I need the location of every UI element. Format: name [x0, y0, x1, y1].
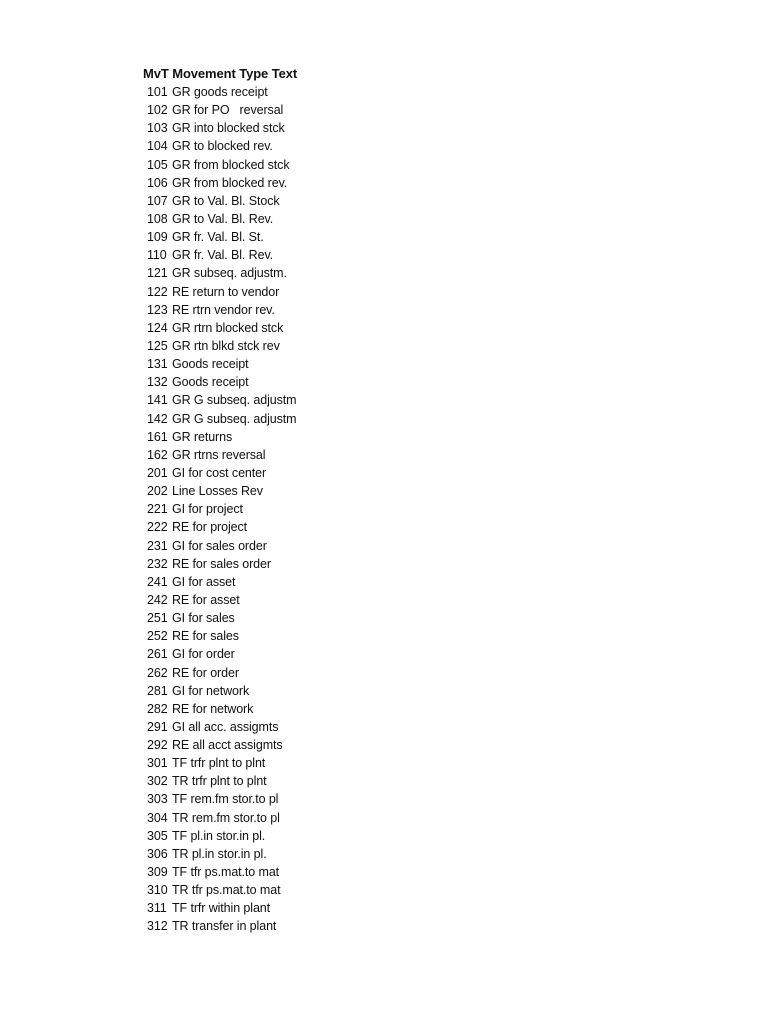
movement-row: [147, 283, 296, 301]
movement-type-text: GR goods receipt: [172, 85, 268, 99]
movement-row: [147, 446, 296, 464]
movement-row: [147, 881, 296, 899]
movement-type-text: RE for project: [172, 520, 248, 535]
movement-code: 305: [147, 828, 168, 843]
movement-row: [147, 464, 296, 482]
movement-type-text: RE for sales order: [172, 556, 271, 571]
movement-row: [147, 645, 296, 663]
movement-code: 108: [147, 211, 168, 226]
movement-type-text: Goods receipt: [172, 375, 249, 390]
movement-row: [147, 355, 296, 373]
movement-code: 241: [147, 574, 168, 589]
movement-code: 304: [147, 810, 168, 825]
movement-row: [147, 718, 296, 736]
movement-code: 162: [147, 447, 168, 462]
movement-row: [147, 500, 296, 518]
movement-row: [147, 319, 296, 337]
movement-row: [147, 119, 296, 137]
movement-type-text: GR fr. Val. Bl. Rev.: [172, 248, 274, 263]
movement-row: [147, 83, 296, 101]
movement-row: [147, 337, 296, 355]
movement-row: [147, 664, 296, 682]
movement-type-text: GR rtn blkd stck rev: [172, 338, 280, 353]
movement-code: 110: [147, 248, 167, 263]
movement-type-text: Goods receipt: [172, 357, 249, 372]
movement-code: 310: [147, 883, 168, 898]
movement-code: 101: [147, 85, 168, 99]
movement-code: 309: [147, 865, 168, 880]
movement-type-text: TF trfr plnt to plnt: [172, 756, 266, 771]
movement-type-text: GI for asset: [172, 574, 236, 589]
movement-code: 221: [147, 502, 168, 517]
movement-row: [147, 482, 296, 500]
movement-row: [147, 246, 296, 264]
movement-code: 261: [147, 647, 168, 662]
movement-type-text: GR to Val. Bl. Stock: [172, 193, 280, 208]
table-header: MvT Movement Type Text: [143, 66, 298, 81]
movement-type-text: GI all acc. assigmts: [172, 719, 279, 734]
movement-code: 106: [147, 175, 168, 190]
movement-row: [147, 682, 296, 700]
movement-row: [147, 301, 296, 319]
movement-code: 161: [147, 429, 168, 444]
movement-row: [147, 609, 296, 627]
movement-row: [147, 518, 296, 536]
movement-type-text: RE rtrn vendor rev.: [172, 302, 275, 317]
movement-row: [147, 210, 296, 228]
movement-type-text: RE all acct assigmts: [172, 738, 283, 753]
movement-row: [147, 754, 296, 772]
movement-code: 251: [147, 611, 168, 626]
movement-type-text: GI for project: [172, 502, 243, 517]
movement-type-text: Line Losses Rev: [172, 484, 263, 499]
movement-code: 109: [147, 230, 168, 245]
movement-code: 291: [147, 719, 168, 734]
movement-type-text: GI for sales order: [172, 538, 267, 553]
movement-type-text: TF pl.in stor.in pl.: [172, 828, 266, 843]
movement-row: [147, 101, 296, 119]
movement-code: 125: [147, 338, 168, 353]
movement-type-text: TR trfr plnt to plnt: [172, 774, 267, 789]
movement-type-text: GR to blocked rev.: [172, 139, 273, 154]
movement-type-text: GI for cost center: [172, 465, 267, 480]
movement-row: [147, 228, 296, 246]
movement-code: 102: [147, 103, 168, 118]
movement-code: 142: [147, 411, 168, 426]
movement-type-text: GR from blocked rev.: [172, 175, 288, 190]
movement-code: 104: [147, 139, 168, 154]
movement-type-text: GR G subseq. adjustm: [172, 393, 297, 408]
movement-code: 123: [147, 302, 168, 317]
movement-type-text: TF trfr within plant: [172, 901, 271, 916]
movement-code: 292: [147, 738, 168, 753]
movement-code: 242: [147, 592, 168, 607]
movement-code: 131: [147, 357, 168, 372]
movement-code: 303: [147, 792, 168, 807]
movement-type-text: TR rem.fm stor.to pl: [172, 810, 280, 825]
movement-type-text: GI for network: [172, 683, 250, 698]
movement-row: [147, 845, 296, 863]
movement-row: [147, 863, 296, 881]
movement-row: [147, 391, 296, 409]
movement-row: [147, 410, 296, 428]
movement-code: 306: [147, 846, 168, 861]
movement-row: [147, 537, 296, 555]
movement-row: [147, 827, 296, 845]
movement-type-text: GR subseq. adjustm.: [172, 266, 287, 281]
movement-code: 124: [147, 320, 168, 335]
movement-row: [147, 555, 296, 573]
movement-code: 311: [147, 901, 167, 916]
movement-type-text: RE return to vendor: [172, 284, 280, 299]
movement-row: [147, 156, 296, 174]
movement-row: [147, 790, 296, 808]
movement-row: [147, 573, 296, 591]
movement-row: [147, 772, 296, 790]
movement-type-text: GR G subseq. adjustm: [172, 411, 297, 426]
movement-code: 232: [147, 556, 168, 571]
movement-type-text: GR returns: [172, 429, 233, 444]
movement-type-text: GR into blocked stck: [172, 121, 285, 136]
movement-code: 103: [147, 121, 168, 136]
movement-row: [147, 700, 296, 718]
movement-row: [147, 899, 296, 917]
movement-type-text: GR from blocked stck: [172, 157, 290, 172]
movement-row: [147, 137, 296, 155]
movement-type-text: RE for order: [172, 665, 239, 680]
movement-row: [147, 174, 296, 192]
movement-code: 252: [147, 629, 168, 644]
movement-type-text: TR pl.in stor.in pl.: [172, 846, 267, 861]
movement-type-text: GR rtrns reversal: [172, 447, 266, 462]
movement-type-text: GI for sales: [172, 611, 235, 626]
movement-code: 121: [147, 266, 168, 281]
movement-row: [147, 627, 296, 645]
movement-code: 262: [147, 665, 168, 680]
movement-row: [147, 373, 296, 391]
movement-code: 231: [147, 538, 168, 553]
movement-type-text: TF tfr ps.mat.to mat: [172, 865, 280, 880]
movement-type-text: RE for network: [172, 701, 254, 716]
movement-type-list: [147, 83, 296, 936]
movement-row: [147, 192, 296, 210]
movement-code: 201: [147, 465, 168, 480]
movement-code: 122: [147, 284, 168, 299]
movement-type-text: GI for order: [172, 647, 235, 662]
movement-code: 202: [147, 484, 168, 499]
movement-type-text: RE for sales: [172, 629, 239, 644]
movement-type-text: TF rem.fm stor.to pl: [172, 792, 279, 807]
movement-row: [147, 809, 296, 827]
movement-row: [147, 591, 296, 609]
movement-type-text: GR to Val. Bl. Rev.: [172, 211, 274, 226]
movement-code: 301: [147, 756, 168, 771]
movement-type-text: GR rtrn blocked stck: [172, 320, 284, 335]
movement-code: 282: [147, 701, 168, 716]
movement-type-text: TR transfer in plant: [172, 919, 277, 934]
movement-code: 105: [147, 157, 168, 172]
movement-type-text: GR for PO reversal: [172, 103, 284, 118]
movement-code: 141: [147, 393, 168, 408]
movement-row: [147, 736, 296, 754]
movement-row: [147, 264, 296, 282]
movement-row: [147, 428, 296, 446]
movement-code: 222: [147, 520, 168, 535]
movement-row: [147, 917, 296, 935]
movement-code: 107: [147, 193, 168, 208]
movement-code: 281: [147, 683, 168, 698]
movement-code: 132: [147, 375, 168, 390]
movement-type-text: GR fr. Val. Bl. St.: [172, 230, 264, 245]
movement-type-text: RE for asset: [172, 592, 240, 607]
movement-type-text: TR tfr ps.mat.to mat: [172, 883, 281, 898]
movement-code: 312: [147, 919, 168, 934]
movement-code: 302: [147, 774, 168, 789]
